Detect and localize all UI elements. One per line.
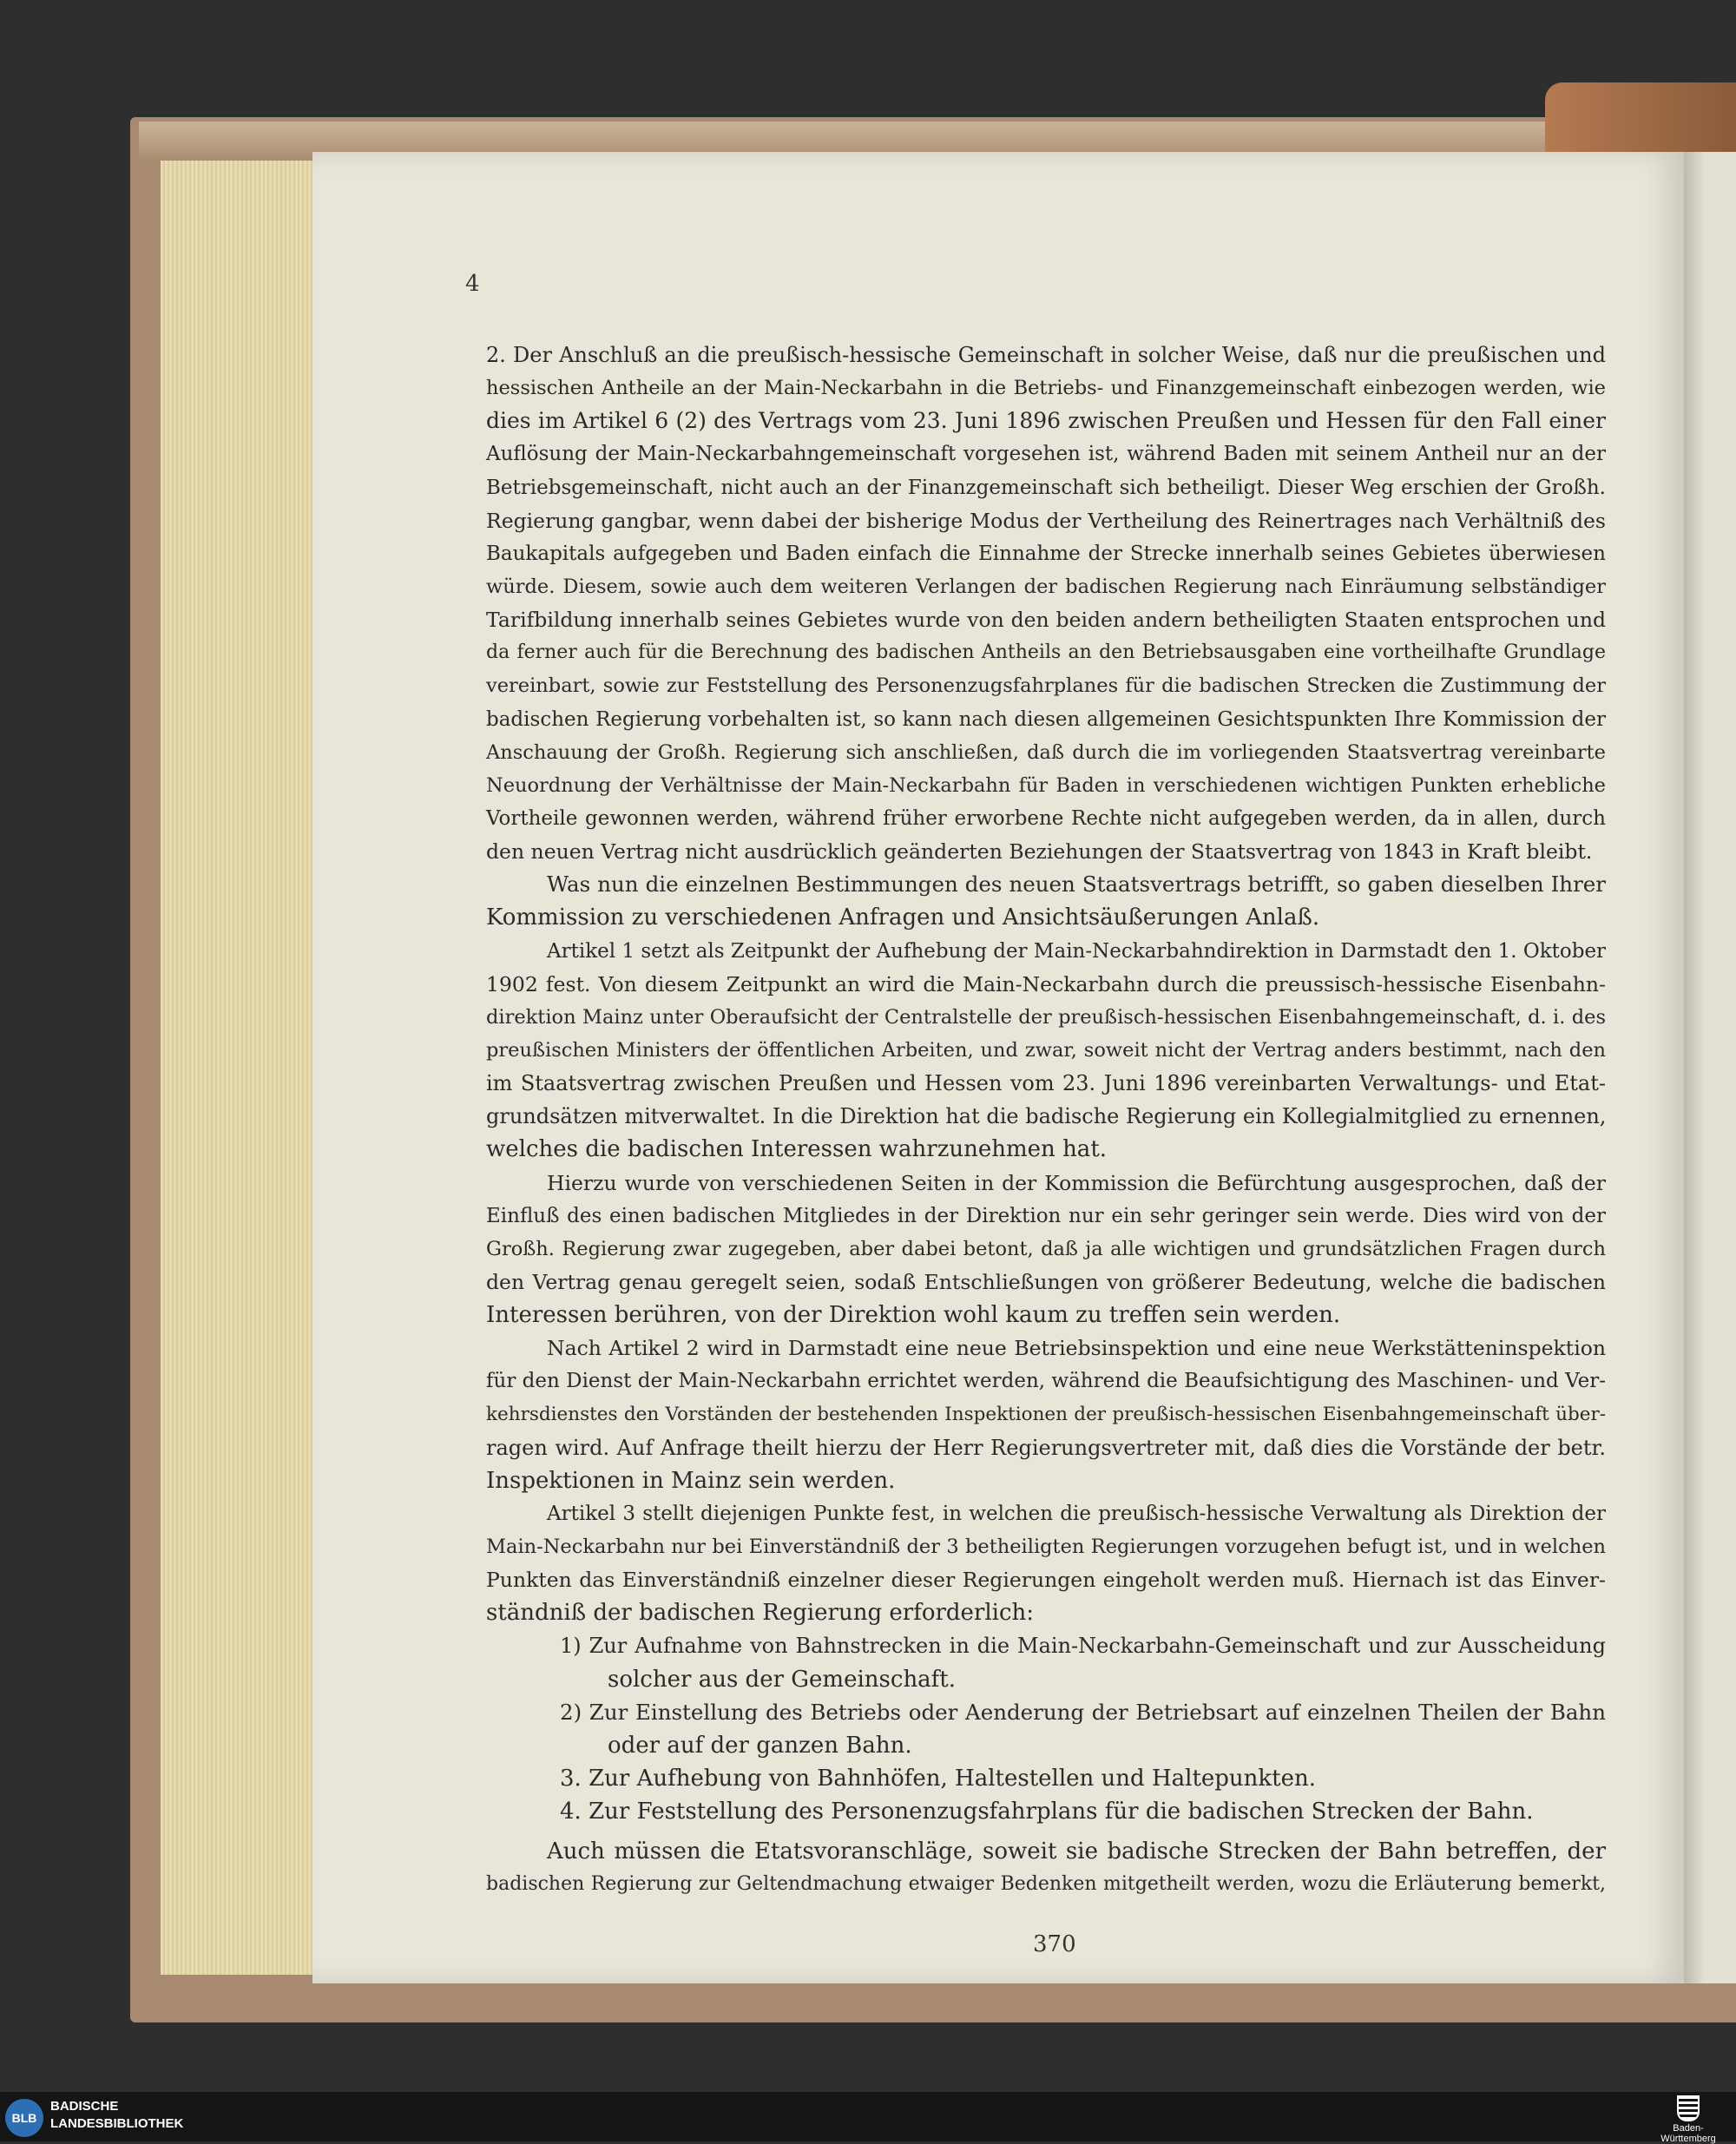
list-item-continuation: solcher aus der Gemeinschaft. [608, 1666, 957, 1693]
text-line: Einfluß des einen badischen Mitgliedes in der Direktion nur ein sehr geringer sein werde. Dies wird von der [486, 1204, 1606, 1227]
text-line: Neuordnung der Verhältnisse der Main-Neckarbahn für Baden in verschiedenen wichtigen Punkten erhebliche [486, 773, 1606, 797]
text-line: vereinbart, sowie zur Feststellung des Personenzugsfahrplanes für die badischen Strecken die Zustimmung der [486, 674, 1606, 698]
folio-number: 370 [1033, 1931, 1076, 1957]
library-name-line2: LANDESBIBLIOTHEK [50, 2116, 184, 2131]
library-name[interactable] [50, 2098, 183, 2133]
text-line: Kommission zu verschiedenen Anfragen und Ansichtsäußerungen Anlaß. [486, 904, 1320, 931]
text-line: Regierung gangbar, wenn dabei der bisherige Modus der Vertheilung des Reinertrages nach Verhältniß des [486, 508, 1606, 533]
text-line: 1902 fest. Von diesem Zeitpunkt an wird die Main-Neckarbahn durch die preussisch-hessische Eisenbahn- [486, 971, 1606, 996]
coat-of-arms-icon [1677, 2095, 1700, 2121]
text-line: Hierzu wurde von verschiedenen Seiten in der Kommission die Befürchtung ausgesprochen, daß der [547, 1170, 1606, 1195]
list-item: 2) Zur Einstellung des Betriebs oder Aenderung der Betriebsart auf einzelnen Theilen der Bahn [560, 1699, 1606, 1725]
text-line: dies im Artikel 6 (2) des Vertrags vom 23. Juni 1896 zwischen Preußen und Hessen für den Fall einer [486, 408, 1606, 434]
text-line: Großh. Regierung zwar zugegeben, aber dabei betont, daß ja alle wichtigen und grundsätzlichen Fragen durch [486, 1237, 1606, 1260]
text-line: Nach Artikel 2 wird in Darmstadt eine neue Betriebsinspektion und eine neue Werkstätteninspektion [547, 1336, 1606, 1361]
list-item: 4. Zur Feststellung des Personenzugsfahrplans für die badischen Strecken der Bahn. [560, 1799, 1534, 1825]
text-line: Anschauung der Großh. Regierung sich anschließen, daß durch die im vorliegenden Staatsvertrag vereinbarte [486, 740, 1606, 764]
text-line: Main-Neckarbahn nur bei Einverständniß der 3 betheiligten Regierungen vorzugehen befugt ist, und in welchen [486, 1536, 1606, 1559]
text-line: direktion Mainz unter Oberaufsicht der Centralstelle der preußisch-hessischen Eisenbahngemeinschaft, d. i. des [486, 1005, 1606, 1029]
text-line: Vortheile gewonnen werden, während früher erworbene Rechte nicht aufgegeben werden, da in allen, durch [486, 806, 1606, 830]
text-line: ständniß der badischen Regierung erforderlich: [486, 1600, 1035, 1627]
text-line: Baukapitals aufgegeben und Baden einfach die Einnahme der Strecke innerhalb seines Gebietes überwiesen [486, 542, 1606, 565]
text-line: badischen Regierung vorbehalten ist, so kann nach diesen allgemeinen Gesichtspunkten Ihre Kommission der [486, 707, 1606, 731]
list-item-continuation: oder auf der ganzen Bahn. [608, 1732, 912, 1759]
text-line: ragen wird. Auf Anfrage theilt hierzu der Herr Regierungsvertreter mit, daß dies die Vorstände der betr. [486, 1435, 1606, 1460]
text-line: Punkten das Einverständniß einzelner dieser Regierungen eingeholt werden muß. Hiernach ist das Einver- [486, 1568, 1606, 1593]
text-line: Tarifbildung innerhalb seines Gebietes wurde von den beiden andern betheiligten Staaten entsprochen und [486, 608, 1606, 633]
next-page-edge [1684, 152, 1736, 1983]
list-item: 3. Zur Aufhebung von Bahnhöfen, Haltestellen und Haltepunkten. [560, 1766, 1317, 1792]
blb-logo[interactable]: BLB [5, 2099, 43, 2137]
library-name-line1: BADISCHE [50, 2099, 119, 2114]
text-line: Inspektionen in Mainz sein werden. [486, 1467, 896, 1494]
text-line: den Vertrag genau geregelt seien, sodaß Entschließungen von größerer Bedeutung, welche die badischen [486, 1269, 1606, 1294]
page-text [486, 339, 1606, 1902]
text-line: Was nun die einzelnen Bestimmungen des neuen Staatsvertrags betrifft, so gaben dieselben Ihrer [547, 871, 1606, 898]
page-edges [161, 161, 317, 1975]
list-item: 1) Zur Aufnahme von Bahnstrecken in die Main-Neckarbahn-Gemeinschaft und zur Ausscheidung [560, 1634, 1606, 1659]
text-line: Artikel 3 stellt diejenigen Punkte fest, in welchen die preußisch-hessische Verwaltung als Direktion der [547, 1502, 1606, 1525]
text-line: preußischen Ministers der öffentlichen Arbeiten, und zwar, soweit nicht der Vertrag anders bestimmt, nach den [486, 1038, 1606, 1062]
text-line: kehrsdienstes den Vorständen der bestehenden Inspektionen der preußisch-hessischen Eisenbahngemeinschaft über- [486, 1403, 1606, 1425]
text-line: Betriebsgemeinschaft, nicht auch an der Finanzgemeinschaft sich betheiligt. Dieser Weg erschien der Großh. [486, 476, 1606, 499]
text-line: grundsätzen mitverwaltet. In die Direktion hat die badische Regierung ein Kollegialmitglied zu ernennen, [486, 1104, 1607, 1129]
text-line: Auch müssen die Etatsvoranschläge, soweit sie badische Strecken der Bahn betreffen, der [547, 1838, 1606, 1865]
page-number: 4 [465, 271, 480, 297]
text-line: im Staatsvertrag zwischen Preußen und Hessen vom 23. Juni 1896 vereinbarten Verwaltungs- und Etat- [486, 1071, 1606, 1096]
viewer-footer [0, 2092, 1736, 2141]
text-line: für den Dienst der Main-Neckarbahn errichtet werden, während die Beaufsichtigung des Maschinen- und Ver- [486, 1370, 1606, 1393]
text-line: Interessen berühren, von der Direktion wohl kaum zu treffen sein werden. [486, 1302, 1341, 1329]
text-line: 2. Der Anschluß an die preußisch-hessische Gemeinschaft in solcher Weise, daß nur die preußischen und [486, 343, 1606, 367]
text-line: badischen Regierung zur Geltendmachung etwaiger Bedenken mitgetheilt werden, wozu die Erläuterung bemerkt, [486, 1873, 1606, 1896]
baden-wuerttemberg-label: Baden-Württemberg [1660, 2123, 1716, 2144]
text-line: da ferner auch für die Berechnung des badischen Antheils an den Betriebsausgaben eine vortheilhafte Grundlage [486, 641, 1606, 664]
text-line: Artikel 1 setzt als Zeitpunkt der Aufhebung der Main-Neckarbahndirektion in Darmstadt den 1. Oktober [547, 939, 1607, 963]
baden-wuerttemberg-logo[interactable] [1649, 2095, 1727, 2144]
text-line: würde. Diesem, sowie auch dem weiteren Verlangen der badischen Regierung nach Einräumung selbständiger [486, 575, 1606, 598]
text-line: Auflösung der Main-Neckarbahngemeinschaft vorgesehen ist, während Baden mit seinem Antheil nur an der [486, 443, 1606, 466]
text-line: den neuen Vertrag nicht ausdrücklich geänderten Beziehungen der Staatsvertrag von 1843 in Kraft bleibt. [486, 839, 1593, 865]
text-line: welches die badischen Interessen wahrzunehmen hat. [486, 1136, 1108, 1163]
text-line: hessischen Antheile an der Main-Neckarbahn in die Betriebs- und Finanzgemeinschaft einbezogen werden, wie [486, 377, 1606, 400]
